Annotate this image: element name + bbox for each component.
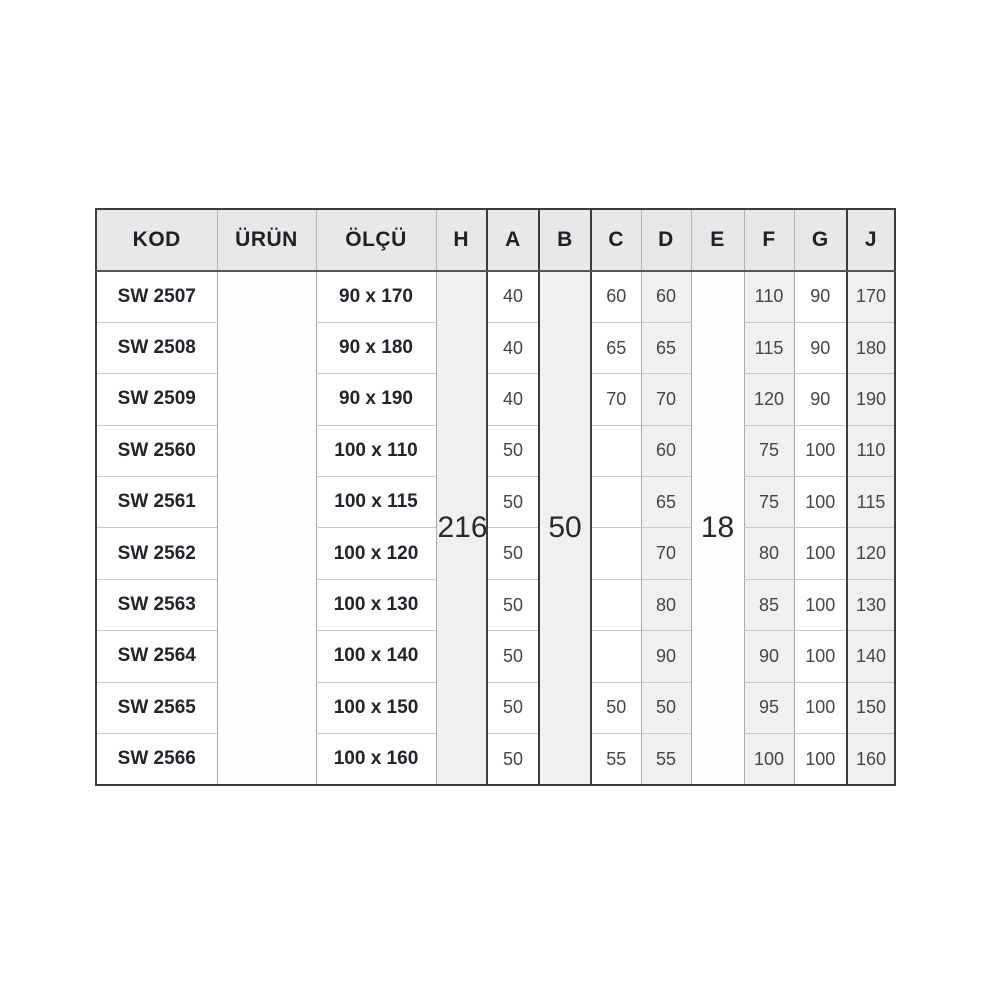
cell-kod: SW 2561 <box>96 477 217 528</box>
cell-g: 100 <box>794 682 847 733</box>
col-header-d: D <box>641 209 691 271</box>
cell-j: 140 <box>847 631 895 682</box>
cell-kod: SW 2562 <box>96 528 217 579</box>
cell-f: 110 <box>744 271 794 322</box>
cell-g: 100 <box>794 528 847 579</box>
cell-c <box>591 425 641 476</box>
cell-a: 50 <box>487 477 539 528</box>
cell-f: 95 <box>744 682 794 733</box>
cell-kod: SW 2565 <box>96 682 217 733</box>
cell-a: 40 <box>487 322 539 373</box>
col-header-b: B <box>539 209 591 271</box>
merged-cell-e: 18 <box>691 271 744 785</box>
table-row <box>96 374 895 425</box>
cell-d: 50 <box>641 682 691 733</box>
cell-g: 100 <box>794 477 847 528</box>
cell-j: 110 <box>847 425 895 476</box>
cell-c: 55 <box>591 734 641 785</box>
cell-d: 60 <box>641 271 691 322</box>
table-row <box>96 579 895 630</box>
cell-kod: SW 2560 <box>96 425 217 476</box>
cell-kod: SW 2563 <box>96 579 217 630</box>
table-row <box>96 425 895 476</box>
cell-d: 65 <box>641 477 691 528</box>
cell-a: 50 <box>487 528 539 579</box>
cell-d: 60 <box>641 425 691 476</box>
col-header-c: C <box>591 209 641 271</box>
merged-cell-urun <box>217 271 316 785</box>
cell-olcu: 100 x 120 <box>316 528 436 579</box>
col-header-e: E <box>691 209 744 271</box>
cell-olcu: 100 x 130 <box>316 579 436 630</box>
spec-table <box>95 208 896 786</box>
table-body <box>96 271 895 785</box>
cell-a: 50 <box>487 579 539 630</box>
cell-f: 75 <box>744 425 794 476</box>
cell-d: 55 <box>641 734 691 785</box>
cell-j: 180 <box>847 322 895 373</box>
cell-a: 50 <box>487 682 539 733</box>
cell-d: 70 <box>641 528 691 579</box>
cell-c: 70 <box>591 374 641 425</box>
table-row <box>96 322 895 373</box>
cell-j: 115 <box>847 477 895 528</box>
col-header-h: H <box>436 209 487 271</box>
cell-f: 80 <box>744 528 794 579</box>
col-header-j: J <box>847 209 895 271</box>
cell-g: 100 <box>794 631 847 682</box>
cell-d: 70 <box>641 374 691 425</box>
cell-j: 120 <box>847 528 895 579</box>
cell-olcu: 100 x 110 <box>316 425 436 476</box>
cell-olcu: 90 x 180 <box>316 322 436 373</box>
col-header-olcu: ÖLÇÜ <box>316 209 436 271</box>
cell-c: 60 <box>591 271 641 322</box>
cell-c <box>591 528 641 579</box>
cell-f: 90 <box>744 631 794 682</box>
col-header-g: G <box>794 209 847 271</box>
cell-c <box>591 579 641 630</box>
cell-a: 40 <box>487 271 539 322</box>
cell-olcu: 90 x 190 <box>316 374 436 425</box>
col-header-a: A <box>487 209 539 271</box>
cell-kod: SW 2566 <box>96 734 217 785</box>
cell-j: 190 <box>847 374 895 425</box>
cell-kod: SW 2509 <box>96 374 217 425</box>
cell-j: 130 <box>847 579 895 630</box>
cell-f: 75 <box>744 477 794 528</box>
cell-a: 50 <box>487 631 539 682</box>
table-row <box>96 271 895 322</box>
cell-g: 100 <box>794 734 847 785</box>
table-row <box>96 734 895 785</box>
cell-olcu: 90 x 170 <box>316 271 436 322</box>
cell-g: 90 <box>794 322 847 373</box>
col-header-urun: ÜRÜN <box>217 209 316 271</box>
cell-a: 50 <box>487 734 539 785</box>
cell-c: 50 <box>591 682 641 733</box>
col-header-kod: KOD <box>96 209 217 271</box>
cell-a: 40 <box>487 374 539 425</box>
merged-cell-h: 216 <box>436 271 487 785</box>
cell-c <box>591 631 641 682</box>
cell-g: 100 <box>794 425 847 476</box>
cell-f: 100 <box>744 734 794 785</box>
cell-f: 85 <box>744 579 794 630</box>
cell-olcu: 100 x 160 <box>316 734 436 785</box>
cell-j: 170 <box>847 271 895 322</box>
table-row <box>96 528 895 579</box>
cell-olcu: 100 x 140 <box>316 631 436 682</box>
cell-kod: SW 2508 <box>96 322 217 373</box>
cell-j: 150 <box>847 682 895 733</box>
header-row <box>96 209 895 271</box>
cell-f: 120 <box>744 374 794 425</box>
cell-g: 90 <box>794 271 847 322</box>
table-row <box>96 631 895 682</box>
cell-j: 160 <box>847 734 895 785</box>
merged-cell-b: 50 <box>539 271 591 785</box>
cell-f: 115 <box>744 322 794 373</box>
cell-olcu: 100 x 115 <box>316 477 436 528</box>
cell-a: 50 <box>487 425 539 476</box>
cell-kod: SW 2564 <box>96 631 217 682</box>
cell-d: 65 <box>641 322 691 373</box>
cell-d: 90 <box>641 631 691 682</box>
cell-kod: SW 2507 <box>96 271 217 322</box>
cell-d: 80 <box>641 579 691 630</box>
cell-c <box>591 477 641 528</box>
cell-c: 65 <box>591 322 641 373</box>
table-row <box>96 682 895 733</box>
cell-g: 100 <box>794 579 847 630</box>
cell-g: 90 <box>794 374 847 425</box>
col-header-f: F <box>744 209 794 271</box>
table-row <box>96 477 895 528</box>
cell-olcu: 100 x 150 <box>316 682 436 733</box>
